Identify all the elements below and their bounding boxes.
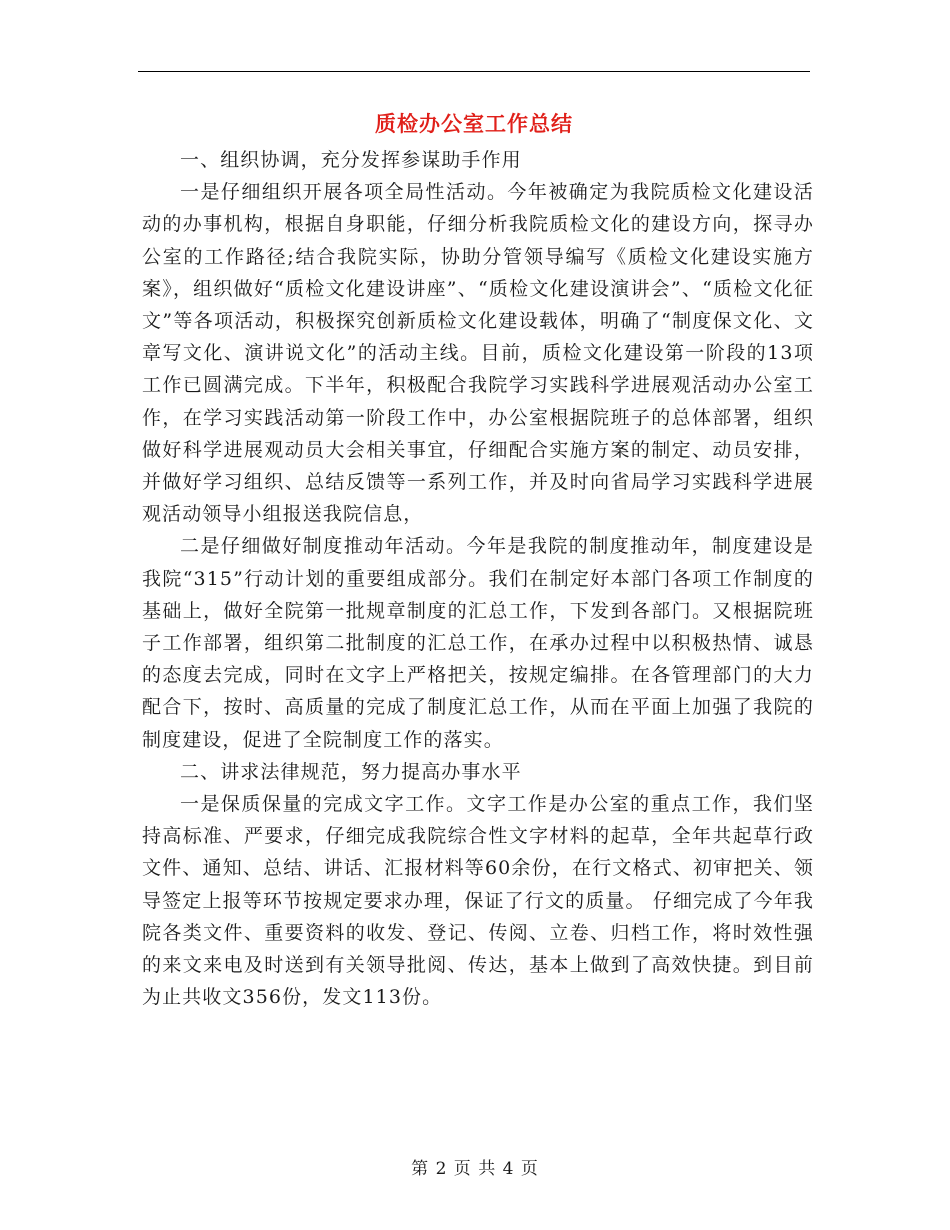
section-heading-2: 二、讲求法律规范，努力提高办事水平 <box>180 760 522 783</box>
document-body <box>142 144 814 1013</box>
section-heading-1: 一、组织协调，充分发挥参谋助手作用 <box>180 149 522 171</box>
paragraph-3: 一是保质保量的完成文字工作。文字工作是办公室的重点工作，我们坚持高标准、严要求，仔细完成我院综合性文字材料的起草，全年共起草行政文件、通知、总结、讲话、汇报材料等60余份，在行文格式、初审把关、领导签定上报等环节按规定要求办理，保证了行文的质量。 仔细完成了今年我院各类文件、重要资料的收发、登记、传阅、立卷、归档工作，将时效性强的来文来电及时送到有关领导批阅、传达，基本上做到了高效快捷。到目前为止共收文356份，发文113份。 <box>142 793 814 1009</box>
document-title: 质检办公室工作总结 <box>375 112 573 136</box>
header-rule <box>138 71 810 72</box>
paragraph-2: 二是仔细做好制度推动年活动。今年是我院的制度推动年，制度建设是我院“315”行动计划的重要组成部分。我们在制定好本部门各项工作制度的基础上，做好全院第一批规章制度的汇总工作，下发到各部门。又根据院班子工作部署，组织第二批制度的汇总工作，在承办过程中以积极热情、诚恳的态度去完成，同时在文字上严格把关，按规定编排。在各管理部门的大力配合下，按时、高质量的完成了制度汇总工作，从而在平面上加强了我院的制度建设，促进了全院制度工作的落实。 <box>142 535 814 751</box>
paragraph-1: 一是仔细组织开展各项全局性活动。今年被确定为我院质检文化建设活动的办事机构，根据自身职能，仔细分析我院质检文化的建设方向，探寻办公室的工作路径;结合我院实际，协助分管领导编写《质检文化建设实施方案》，组织做好“质检文化建设讲座”、“质检文化建设演讲会”、“质检文化征文”等各项活动，积极探究创新质检文化建设载体，明确了“制度保文化、文章写文化、演讲说文化”的活动主线。目前，质检文化建设第一阶段的13项工作已圆满完成。下半年，积极配合我院学习实践科学进展观活动办公室工作，在学习实践活动第一阶段工作中，办公室根据院班子的总体部署，组织做好科学进展观动员大会相关事宜，仔细配合实施方案的制定、动员安排，并做好学习组织、总结反馈等一系列工作，并及时向省局学习实践科学进展观活动领导小组报送我院信息， <box>142 181 814 526</box>
page-number-footer: 第 2 页 共 4 页 <box>411 1159 539 1179</box>
